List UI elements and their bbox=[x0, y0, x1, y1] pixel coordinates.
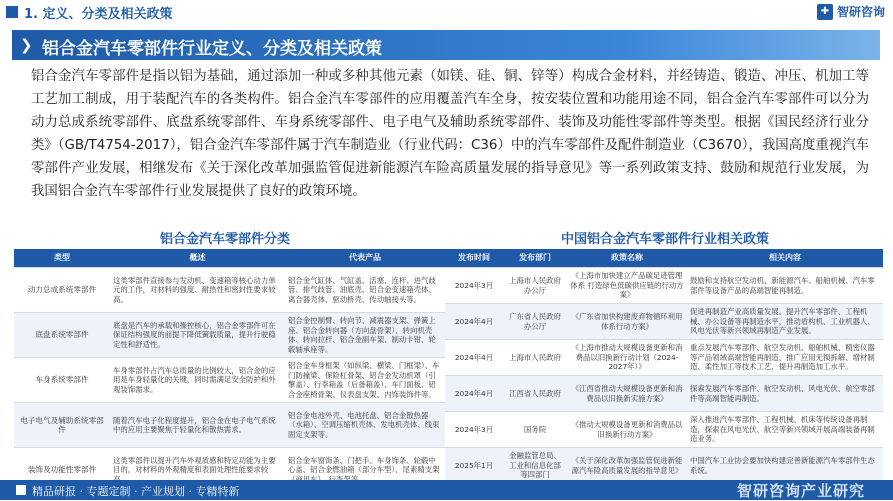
column-header: 政策名称 bbox=[567, 249, 687, 268]
column-header: 相关内容 bbox=[687, 249, 883, 268]
table-row bbox=[445, 268, 883, 304]
table-row bbox=[14, 268, 445, 313]
dept-cell: 广东省人民政府办公厅 bbox=[503, 304, 567, 340]
table-row bbox=[445, 340, 883, 376]
policy-table bbox=[445, 249, 883, 483]
table-row bbox=[445, 448, 883, 484]
type-cell: 动力总成系统零部件 bbox=[14, 268, 110, 313]
section-title: 1. 定义、分类及相关政策 bbox=[24, 7, 173, 22]
products-cell: 铝合金电池外壳、电池托盘、铝合金散热器（水箱）、空调压缩机壳体、发电机壳体、线束固定支架等。 bbox=[285, 403, 445, 448]
section-marker bbox=[6, 6, 18, 18]
policy-table-title: 中国铝合金汽车零部件行业相关政策 bbox=[560, 232, 769, 247]
products-cell: 铝合金气缸体、气缸盖、活塞、连杆、进气歧管、排气歧管、油底壳、铝合金变速箱壳体、离合器壳体、驱动桥壳、传动轴接头等。 bbox=[285, 268, 445, 313]
date-cell: 2024年3月 bbox=[445, 268, 503, 304]
type-cell: 车身系统零部件 bbox=[14, 358, 110, 403]
content-cell: 鼓励和支持航空发动机、新能源汽车、船舶机械、汽车零部件等设备产品的高端智能再制造。 bbox=[687, 268, 883, 304]
table-row bbox=[14, 313, 445, 358]
date-cell: 2024年4月 bbox=[445, 376, 503, 412]
desc-cell: 底盘是汽车的承载和操控核心，铝合金零部件可在保证结构强度的前提下降低簧载质量，提升行驶稳定性和舒适性。 bbox=[110, 313, 285, 358]
column-header: 代表产品 bbox=[285, 249, 445, 268]
date-cell: 2024年3月 bbox=[445, 412, 503, 448]
type-cell: 装饰及功能性零部件 bbox=[14, 448, 110, 493]
table-header-row bbox=[14, 249, 445, 268]
desc-cell: 这类零部件直接参与发动机、变速箱等核心动力单元的工作，对材料的强度、耐热性和密封性要求较高。 bbox=[110, 268, 285, 313]
table-header-row bbox=[445, 249, 883, 268]
footer-bar bbox=[0, 480, 893, 500]
column-header: 概述 bbox=[110, 249, 285, 268]
column-header: 类型 bbox=[14, 249, 110, 268]
page-title: 铝合金汽车零部件行业定义、分类及相关政策 bbox=[42, 39, 382, 59]
dept-cell: 上海市人民政府办公厅 bbox=[503, 268, 567, 304]
date-cell: 2024年4月 bbox=[445, 340, 503, 376]
policy-name-cell: 《广东省加快构建废弃物循环利用体系行动方案》 bbox=[567, 304, 687, 340]
desc-cell: 随着汽车电子化程度提升，铝合金在电子电气系统中的应用主要聚焦于轻量化和散热需求。 bbox=[110, 403, 285, 448]
watermark: 智研咨询产业研究 bbox=[736, 482, 865, 500]
dept-cell: 国务院 bbox=[503, 412, 567, 448]
footer-marker bbox=[16, 485, 26, 495]
content-cell: 深入推进汽车零部件、工程机械、机床等传统设备再制造，探索在风电光伏、航空等新兴领域开展高端装备再制造业务。 bbox=[687, 412, 883, 448]
footer-text: 精品研报 · 专题定制 · 产业规划 · 专精特新 bbox=[32, 485, 240, 498]
table-row bbox=[14, 403, 445, 448]
policy-name-cell: 《关于深化改革加强监管促进新能源汽车险高质量发展的指导意见》 bbox=[567, 448, 687, 484]
products-cell: 铝合金车身框架（如纵梁、横梁、门框梁）、车门防撞梁、保险杠骨架、铝合金发动机罩（引擎盖）、行李箱盖（后备箱盖）、车门面板、铝合金座椅骨架、仪表盘支架、内饰装饰件等。 bbox=[285, 358, 445, 403]
chevron-right-icon: ❯ bbox=[20, 36, 33, 54]
column-header: 发布部门 bbox=[503, 249, 567, 268]
brand-name: 智研咨询 bbox=[836, 5, 885, 19]
dept-cell: 江西省人民政府 bbox=[503, 376, 567, 412]
classification-table-title: 铝合金汽车零部件分类 bbox=[159, 232, 290, 247]
products-cell: 铝合金车窗饰条、门把手、车身饰条、轮毂中心盖、铝合金燃油箱（部分车型）、尾素精支架 bbox=[285, 448, 445, 493]
date-cell: 2024年4月 bbox=[445, 304, 503, 340]
brand-logo bbox=[817, 3, 885, 20]
column-header: 发布时间 bbox=[445, 249, 503, 268]
content-cell: 中国汽车工业协会要加快构建完善新能源汽车零部件生态系统。 bbox=[687, 448, 883, 484]
table-row bbox=[14, 358, 445, 403]
date-cell: 2025年1月 bbox=[445, 448, 503, 484]
desc-cell: 车身零部件占汽车总质量的比例较大，铝合金的应用是车身轻量化的关键，同时需满足安全防护和外观装饰需求。 bbox=[110, 358, 285, 403]
desc-cell: 这类零部件以提升汽车外观质感和特定功能为主要目的，对材料的外观精度和表面处理性能要求较 bbox=[110, 448, 285, 493]
table-row bbox=[445, 304, 883, 340]
policy-name-cell: 《上海市加快建立产品碳足迹管理体系 打造绿色低碳供应链的行动方案》 bbox=[567, 268, 687, 304]
content-cell: 探索发展汽车零部件、航空发动机、风电光伏、航空零部件等高端智能再制造。 bbox=[687, 376, 883, 412]
content-cell: 促进再制造产业高质量发展。提升汽车零部件、工程机械、办公设备等再制造水平，推动盾构机、工业机器人、风电光伏等新兴领域再制造产业发展。 bbox=[687, 304, 883, 340]
policy-name-cell: 《推动大规模设备更新和消费品以旧换新行动方案》 bbox=[567, 412, 687, 448]
content-cell: 重点发展汽车零部件、航空发动机、船舶机械、精密仪器等产品领域高端智能再制造，推广应用无损拆解、增材制造、柔性加工等技术工艺，提升再制造加工水平。 bbox=[687, 340, 883, 376]
type-cell: 电子电气及辅助系统零部件 bbox=[14, 403, 110, 448]
type-cell: 底盘系统零部件 bbox=[14, 313, 110, 358]
classification-table bbox=[14, 249, 445, 492]
intro-paragraph: 铝合金汽车零部件是指以铝为基础，通过添加一种或多种其他元素（如镁、硅、铜、锌等）构成合金材料，并经铸造、锻造、冲压、机加工等工艺加工制成，用于装配汽车的各类构件。铝合金汽车零部件的应用覆盖汽车全身，按安装位置和功能用途不同，铝合金汽车零部件可以分为动力总成系统零部件、底盘系统零部件、车身系统零部件、电子电气及辅助系统零部件、装饰及功能性零部件等类型。根据《国民经济行业分类》（GB/T4754-2017），铝合金汽车零部件属于汽车制造业（行业代码：C36）中的汽车零部件及配件制造业（C3670），我国高度重视汽车零部件产业发展，相继发布《关于深化改革加强监管促进新能源汽车险高质量发展的指导意见》等一系列政策支持、鼓励和规范行业发展，为我国铝合金汽车零部件行业发展提供了良好的政策环境。 bbox=[31, 69, 869, 199]
policy-name-cell: 《上海市推动大规模设备更新和消费品以旧换新行动计划（2024-2027年）》 bbox=[567, 340, 687, 376]
dept-cell: 金融监管总局、工业和信息化部等四部门 bbox=[503, 448, 567, 484]
brand-icon: ✚ bbox=[817, 4, 833, 20]
table-row bbox=[445, 412, 883, 448]
title-banner bbox=[12, 30, 880, 60]
table-row bbox=[445, 376, 883, 412]
policy-name-cell: 《江西省推动大规模设备更新和消费品以旧换新实施方案》 bbox=[567, 376, 687, 412]
section-header bbox=[0, 0, 893, 24]
dept-cell: 上海市人民政府 bbox=[503, 340, 567, 376]
products-cell: 铝合金控制臂、转向节、减震器支架、弹簧上座、铝合金转向器（方向盘骨架）、转向机壳体、转向拉杆、铝合金副车架、制动卡钳、轮毂轴承座等。 bbox=[285, 313, 445, 358]
